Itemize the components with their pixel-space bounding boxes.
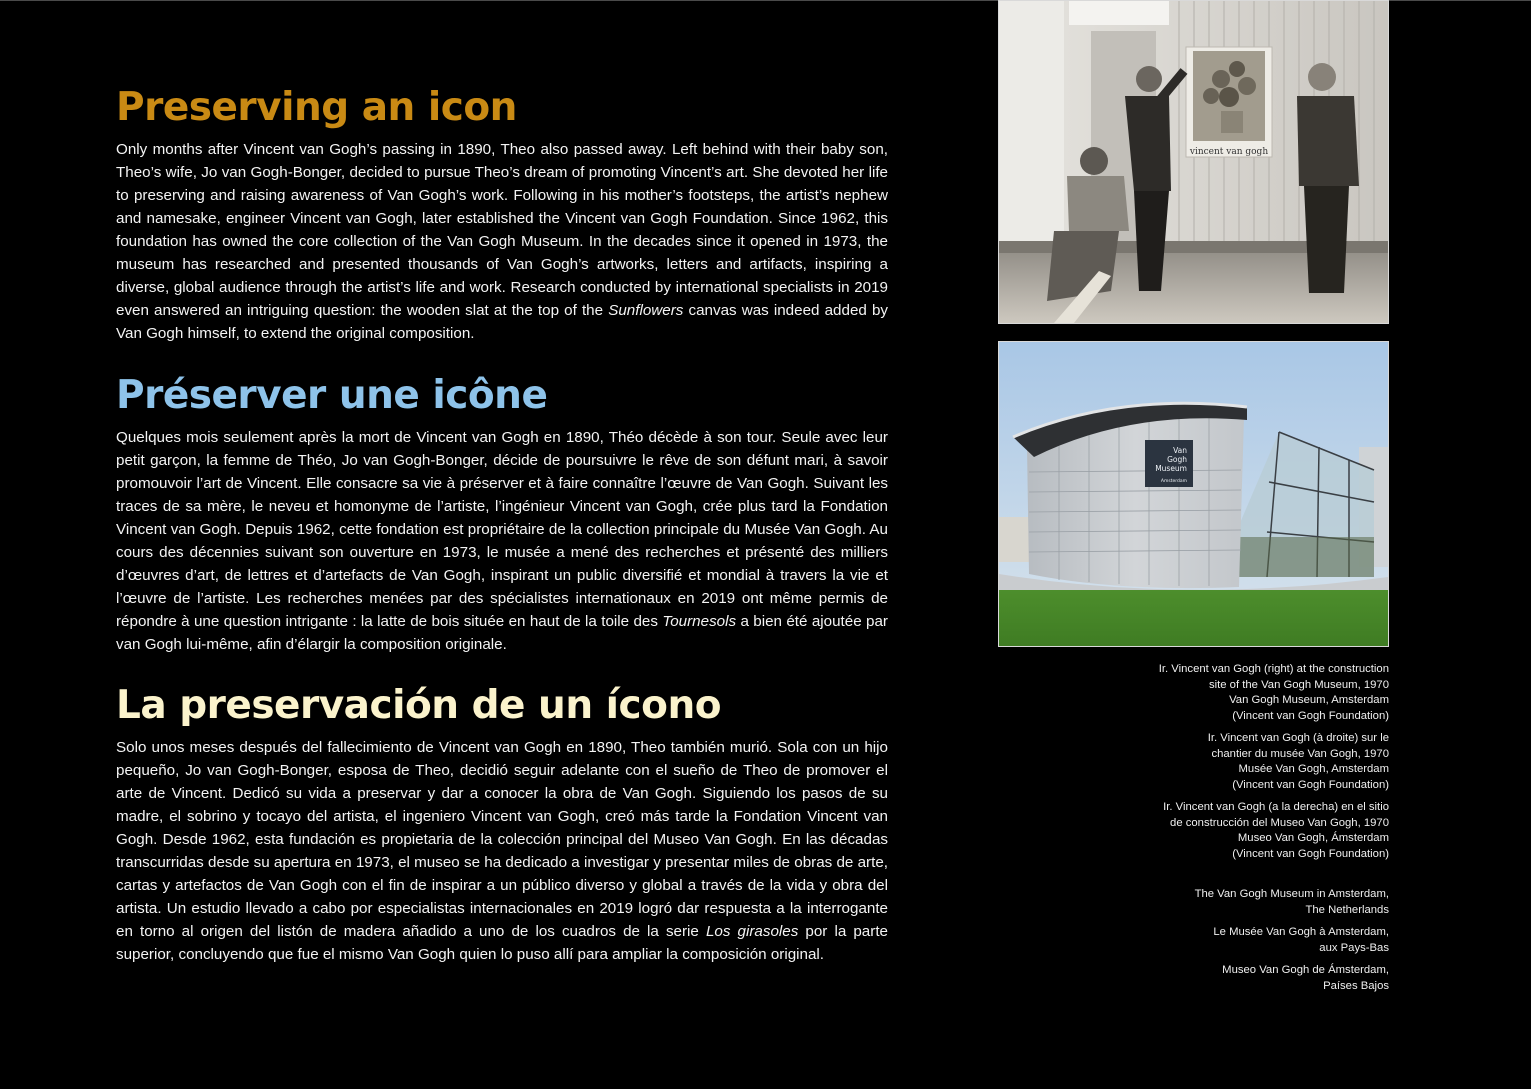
caption-museum-es: Museo Van Gogh de Ámsterdam, Países Bajos — [1222, 964, 1389, 992]
caption-museum-fr: Le Musée Van Gogh à Amsterdam, aux Pays-Bas — [1213, 926, 1389, 954]
paragraph-french — [116, 426, 888, 656]
museum-building-illustration — [999, 342, 1388, 646]
paragraph-english-text: Only months after Vincent van Gogh’s passing in 1890, Theo also passed away. Left behind with their baby son, Theo’s wife, Jo van Gogh-Bonger, decided to pursue Theo’s dream of promoting Vincent’s art. She devoted her life to preserving and raising awareness of Van Gogh’s work. Following in his mother’s footsteps, the artist’s nephew and namesake, engineer Vincent van Gogh, later established the Vincent van Gogh Foundation. Since 1962, this foundation has owned the core collection of the Van Gogh Museum. In the decades since it opened in 1973, the museum has researched and presented thousands of Van Gogh’s artworks, letters and artifacts, inspiring a diverse, global audience through the artist’s life and work. Research conducted by international specialists in 2019 even answered an intriguing question: the wooden slat at the top of the — [116, 141, 888, 319]
paragraph-french-text: Quelques mois seulement après la mort de Vincent van Gogh en 1890, Théo décède à son tour. Seule avec leur petit garçon, la femme de Théo, Jo van Gogh-Bonger, décide de poursuivre le rêve de son défunt mari, à savoir promouvoir l’art de Vincent. Elle consacre sa vie à préserver et à faire connaître l’œuvre de Van Gogh. Suivant les traces de sa mère, le neveu et homonyme de l’artiste, l’ingénieur Vincent van Gogh, crée plus tard la Fondation Vincent van Gogh. Depuis 1962, cette fondation est propriétaire de la collection principale du Musée Van Gogh. Au cours des décennies suivant son ouverture en 1973, le musée a mené des recherches et présenté des milliers d’œuvres d’art, de lettres et d’artefacts de Van Gogh, inspirant un public diversifié et mondial à travers la vie et l’œuvre de l’artiste. Les recherches menées par des spécialistes internationaux en 2019 ont même permis de répondre à une question intrigante : la latte de bois située en haut de la toile des — [116, 429, 888, 630]
caption-construction-en: Ir. Vincent van Gogh (right) at the construction site of the Van Gogh Museum, 1970 Van Gogh Museum, Amsterdam (Vincent van Gogh Foundation) — [1158, 663, 1389, 722]
section-english — [116, 86, 888, 345]
caption-construction-es: Ir. Vincent van Gogh (a la derecha) en el sitio de construcción del Museo Van Gogh, 1970 Museo Van Gogh, Ámsterdam (Vincent van Gogh Foundation) — [1163, 801, 1389, 860]
sign-line-museum: Museum — [1155, 464, 1187, 473]
caption-museum-en: The Van Gogh Museum in Amsterdam, The Netherlands — [1194, 888, 1389, 916]
construction-site-illustration — [999, 1, 1388, 323]
captions-museum-building — [1100, 887, 1389, 1001]
paragraph-spanish-text: Solo unos meses después del fallecimiento de Vincent van Gogh en 1890, Theo también murió. Sola con un hijo pequeño, Jo van Gogh-Bonger, esposa de Theo, decidió seguir adelante con el sueño de Theo de promover el arte de Vincent. Dedicó su vida a preservar y dar a conocer la obra de Van Gogh. Siguiendo los pasos de su madre, el sobrino y tocayo del artista, el ingeniero Vincent van Gogh, creó más tarde la Fondation Vincent van Gogh. Desde 1962, esta fundación es propietaria de la colección principal del Museo Van Gogh. En las décadas transcurridas desde su apertura en 1973, el museo se ha dedicado a investigar y presentar miles de obras de arte, cartas y artefactos de Van Gogh con el fin de inspirar a un público diverso y global a través de la vida y obra del artista. Un estudio llevado a cabo por especialistas internacionales en 2019 logró dar respuesta a la interrogante en torno al origen del listón de madera añadido a uno de los cuadros de la serie — [116, 739, 888, 940]
heading-french: Préserver une icône — [116, 373, 548, 418]
section-french — [116, 374, 888, 656]
artwork-title-girasoles: Los girasoles — [705, 923, 799, 940]
artwork-title-tournesols: Tournesols — [662, 613, 737, 630]
heading-english: Preserving an icon — [116, 85, 517, 130]
paragraph-english — [116, 138, 888, 345]
poster-text: vincent van gogh — [1189, 147, 1269, 157]
sign-line-amsterdam: Amsterdam — [1160, 479, 1187, 484]
paragraph-french-end: a bien été ajoutée par van Gogh lui-même, afin d’élargir la composition originale. — [116, 613, 888, 653]
section-spanish — [116, 684, 888, 966]
photo-construction-site — [998, 0, 1389, 324]
sign-line-gogh: Gogh — [1167, 455, 1187, 464]
caption-construction-fr: Ir. Vincent van Gogh (à droite) sur le chantier du musée Van Gogh, 1970 Musée Van Gogh, Amsterdam (Vincent van Gogh Foundation) — [1207, 732, 1389, 791]
paragraph-spanish-end: por la parte superior, concluyendo que fue el mismo Van Gogh quien lo puso allí para ampliar la composición original. — [116, 923, 888, 963]
paragraph-spanish — [116, 736, 888, 966]
photo-museum-building — [998, 341, 1389, 647]
paragraph-english-end: canvas was indeed added by Van Gogh himself, to extend the original composition. — [116, 302, 888, 342]
sign-line-van: Van — [1173, 446, 1187, 455]
heading-spanish: La preservación de un ícono — [116, 683, 721, 728]
artwork-title-sunflowers: Sunflowers — [608, 302, 684, 319]
captions-construction-site — [1100, 662, 1389, 869]
